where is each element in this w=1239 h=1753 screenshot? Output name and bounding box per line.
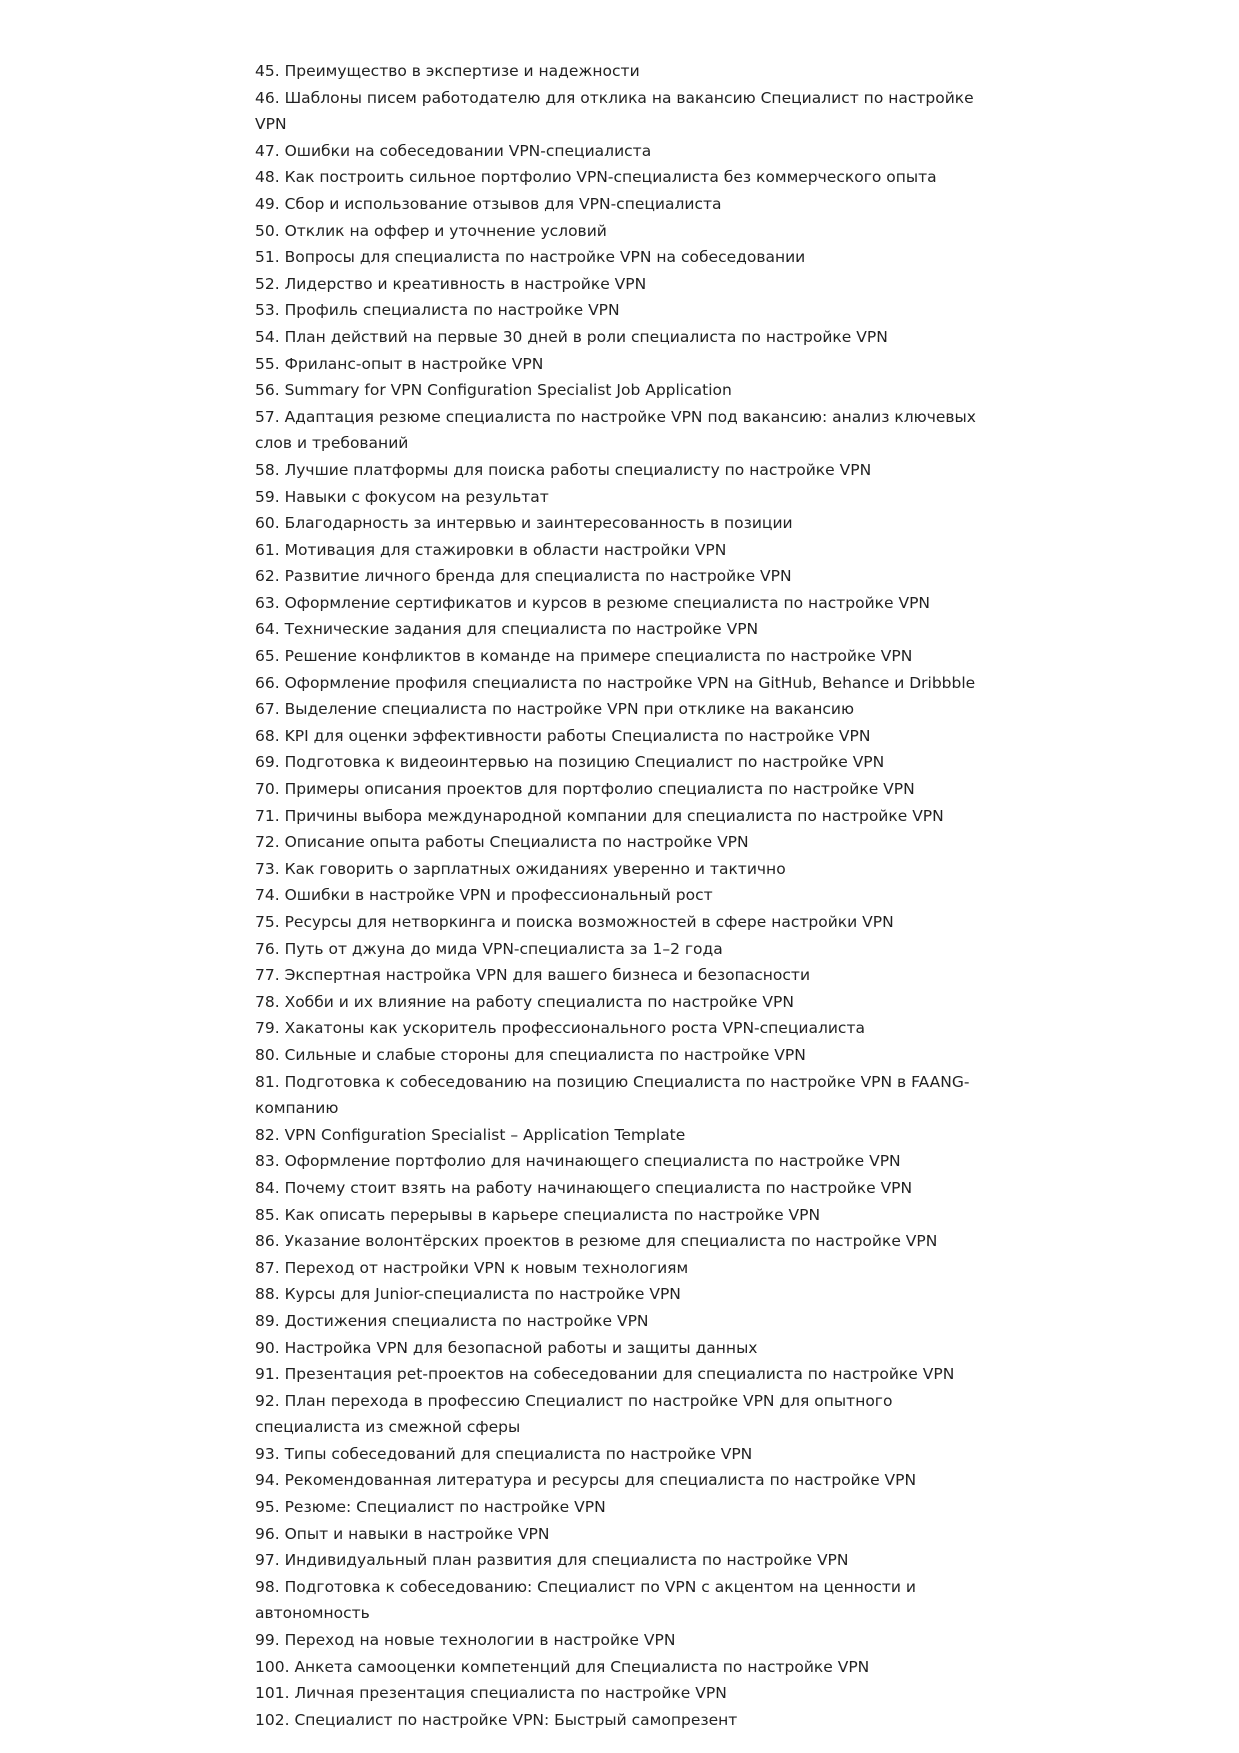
list-item: 80. Сильные и слабые стороны для специалиста по настройке VPN bbox=[255, 1045, 806, 1064]
list-item: 89. Достижения специалиста по настройке VPN bbox=[255, 1311, 649, 1330]
list-item: 54. План действий на первые 30 дней в роли специалиста по настройке VPN bbox=[255, 327, 888, 346]
list-item: 57. Адаптация резюме специалиста по настройке VPN под вакансию: анализ ключевых слов и требований bbox=[255, 407, 976, 453]
list-item: 66. Оформление профиля специалиста по настройке VPN на GitHub, Behance и Dribbble bbox=[255, 673, 976, 692]
list-item: 48. Как построить сильное портфолио VPN-специалиста без коммерческого опыта bbox=[255, 168, 937, 187]
list-item: 92. План перехода в профессию Специалист по настройке VPN для опытного специалиста из смежной сферы bbox=[255, 1391, 893, 1437]
list-item: 90. Настройка VPN для безопасной работы и защиты данных bbox=[255, 1338, 758, 1357]
list-item: 45. Преимущество в экспертизе и надежности bbox=[255, 62, 640, 80]
list-item: 75. Ресурсы для нетворкинга и поиска возможностей в сфере настройки VPN bbox=[255, 913, 894, 931]
list-item: 91. Презентация pet-проектов на собеседовании для специалиста по настройке VPN bbox=[255, 1365, 955, 1384]
list-item: 55. Фриланс-опыт в настройке VPN bbox=[255, 354, 544, 373]
list-item: 100. Анкета самооценки компетенций для Специалиста по настройке VPN bbox=[255, 1657, 870, 1676]
list-item: 67. Выделение специалиста по настройке VPN при отклике на вакансию bbox=[255, 700, 854, 719]
list-item: 52. Лидерство и креативность в настройке VPN bbox=[255, 274, 647, 293]
list-item: 79. Хакатоны как ускоритель профессионального роста VPN-специалиста bbox=[255, 1019, 865, 1038]
list-item: 97. Индивидуальный план развития для специалиста по настройке VPN bbox=[255, 1551, 849, 1570]
list-item: 101. Личная презентация специалиста по настройке VPN bbox=[255, 1684, 727, 1703]
list-item: 60. Благодарность за интервью и заинтересованность в позиции bbox=[255, 514, 793, 533]
list-item: 47. Ошибки на собеседовании VPN-специалиста bbox=[255, 141, 652, 160]
list-item: 85. Как описать перерывы в карьере специалиста по настройке VPN bbox=[255, 1205, 821, 1224]
list-item: 72. Описание опыта работы Специалиста по настройке VPN bbox=[255, 833, 749, 852]
list-item: 46. Шаблоны писем работодателю для отклика на вакансию Специалист по настройке VPN bbox=[255, 88, 974, 134]
list-item: 73. Как говорить о зарплатных ожиданиях уверенно и тактично bbox=[255, 859, 786, 878]
list-item: 86. Указание волонтёрских проектов в резюме для специалиста по настройке VPN bbox=[255, 1232, 938, 1251]
list-item: 70. Примеры описания проектов для портфолио специалиста по настройке VPN bbox=[255, 780, 915, 799]
list-item: 71. Причины выбора международной компании для специалиста по настройке VPN bbox=[255, 806, 944, 825]
list-item: 77. Экспертная настройка VPN для вашего бизнеса и безопасности bbox=[255, 966, 811, 985]
list-item: 102. Специалист по настройке VPN: Быстрый самопрезент bbox=[255, 1710, 738, 1729]
list-item: 68. KPI для оценки эффективности работы Специалиста по настройке VPN bbox=[255, 726, 871, 745]
list-item: 96. Опыт и навыки в настройке VPN bbox=[255, 1524, 550, 1543]
list-item: 87. Переход от настройки VPN к новым технологиям bbox=[255, 1258, 689, 1277]
list-item: 61. Мотивация для стажировки в области настройки VPN bbox=[255, 540, 727, 559]
list-item: 83. Оформление портфолио для начинающего специалиста по настройке VPN bbox=[255, 1152, 901, 1171]
list-item: 49. Сбор и использование отзывов для VPN-специалиста bbox=[255, 194, 722, 213]
list-item: 88. Курсы для Junior-специалиста по настройке VPN bbox=[255, 1285, 681, 1304]
list-item: 56. Summary for VPN Configuration Specialist Job Application bbox=[255, 381, 732, 400]
list-item: 78. Хобби и их влияние на работу специалиста по настройке VPN bbox=[255, 992, 794, 1011]
list-item: 98. Подготовка к собеседованию: Специалист по VPN с акцентом на ценности и автономность bbox=[255, 1577, 916, 1623]
numbered-topic-list bbox=[255, 58, 995, 1733]
list-item: 69. Подготовка к видеоинтервью на позицию Специалист по настройке VPN bbox=[255, 753, 885, 772]
list-item: 93. Типы собеседований для специалиста по настройке VPN bbox=[255, 1444, 753, 1463]
list-item: 62. Развитие личного бренда для специалиста по настройке VPN bbox=[255, 567, 792, 586]
list-item: 51. Вопросы для специалиста по настройке VPN на собеседовании bbox=[255, 248, 806, 267]
list-item: 99. Переход на новые технологии в настройке VPN bbox=[255, 1631, 676, 1650]
list-item: 74. Ошибки в настройке VPN и профессиональный рост bbox=[255, 886, 713, 905]
list-item: 59. Навыки с фокусом на результат bbox=[255, 487, 549, 506]
list-item: 65. Решение конфликтов в команде на примере специалиста по настройке VPN bbox=[255, 647, 913, 666]
list-item: 64. Технические задания для специалиста по настройке VPN bbox=[255, 620, 759, 639]
list-item: 81. Подготовка к собеседованию на позицию Специалиста по настройке VPN в FAANG-компанию bbox=[255, 1072, 970, 1118]
list-item: 53. Профиль специалиста по настройке VPN bbox=[255, 301, 620, 320]
list-item: 58. Лучшие платформы для поиска работы специалисту по настройке VPN bbox=[255, 460, 872, 479]
list-item: 94. Рекомендованная литература и ресурсы для специалиста по настройке VPN bbox=[255, 1471, 917, 1490]
list-item: 63. Оформление сертификатов и курсов в резюме специалиста по настройке VPN bbox=[255, 593, 931, 612]
list-item: 76. Путь от джуна до мида VPN-специалиста за 1–2 года bbox=[255, 939, 723, 958]
list-item: 82. VPN Configuration Specialist – Application Template bbox=[255, 1125, 686, 1144]
list-item: 95. Резюме: Специалист по настройке VPN bbox=[255, 1498, 606, 1517]
list-item: 84. Почему стоит взять на работу начинающего специалиста по настройке VPN bbox=[255, 1178, 913, 1197]
list-item: 50. Отклик на оффер и уточнение условий bbox=[255, 221, 607, 240]
